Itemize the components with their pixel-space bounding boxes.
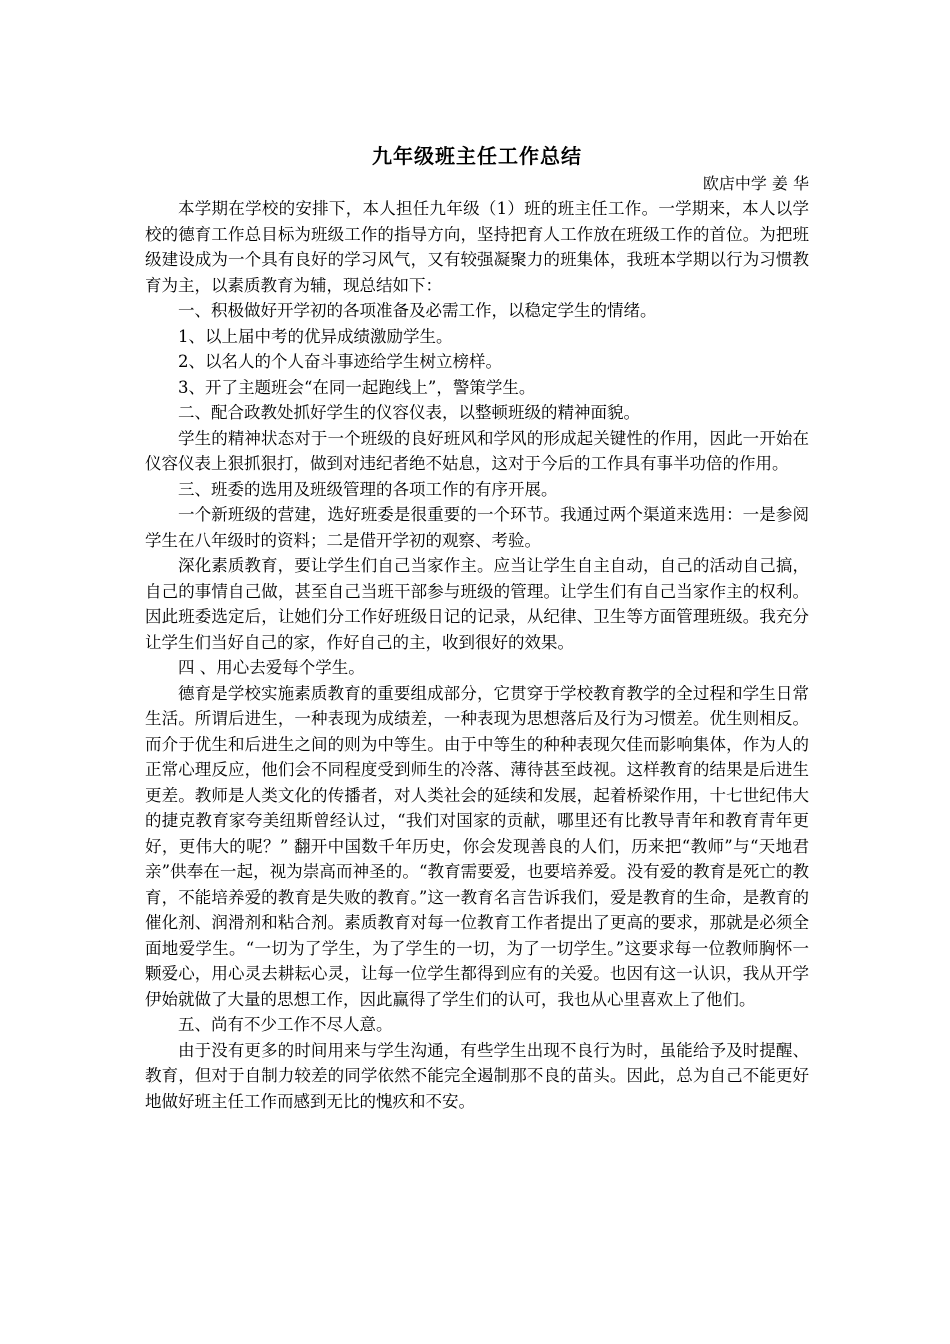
paragraph-section-4: 德育是学校实施素质教育的重要组成部分，它贯穿于学校教育教学的全过程和学生日常生活。所谓后进生，一种表现为成绩差，一种表现为思想落后及行为习惯差。优生则相反。而介于优生和后进生之间的则为中等生。由于中等生的种种表现欠佳而影响集体，作为人的正常心理反应，他们会不同程度受到师生的冷落、薄待甚至歧视。这样教育的结果是后进生更差。教师是人类文化的传播者，对人类社会的延续和发展，起着桥梁作用，十七世纪伟大的捷克教育家夸美纽斯曾经认过，“我们对国家的贡献，哪里还有比教导青年和教育青年更好，更伟大的呢？” 翻开中国数千年历史，你会发现善良的人们，历来把“教师”与“天地君亲”供奉在一起，视为崇高而神圣的。“教育需要爱，也要培养爱。没有爱的教育是死亡的教育，不能培养爱的教育是失败的教育。”这一教育名言告诉我们，爱是教育的生命，是教育的催化剂、润滑剂和粘合剂。素质教育对每一位教育工作者提出了更高的要求，那就是必须全面地爱学生。“一切为了学生，为了学生的一切，为了一切学生。”这要求每一位教师胸怀一颗爱心，用心灵去耕耘心灵，让每一位学生都得到应有的关爱。也因有这一认识，我从开学伊始就做了大量的思想工作，因此赢得了学生们的认可，我也从心里喜欢上了他们。 [145, 683, 809, 1009]
document-page [145, 140, 809, 1114]
paragraph-section-5: 由于没有更多的时间用来与学生沟通，有些学生出现不良行为时，虽能给予及时提醒、教育，但对于自制力较差的同学依然不能完全遏制那不良的苗头。因此，总为自己不能更好地做好班主任工作而感到无比的愧疚和不安。 [145, 1040, 809, 1111]
paragraph-intro: 本学期在学校的安排下，本人担任九年级（1）班的班主任工作。一学期来，本人以学校的德育工作总目标为班级工作的指导方向，坚持把育人工作放在班级工作的首位。为把班级建设成为一个具有良好的学习风气，又有较强凝聚力的班集体，我班本学期以行为习惯教育为主，以素质教育为辅，现总结如下： [145, 199, 809, 295]
section-heading-2: 二、配合政教处抓好学生的仪容仪表，以整顿班级的精神面貌。 [178, 403, 640, 422]
document-author: 欧店中学 姜 华 [702, 174, 809, 193]
section-heading-3: 三、班委的选用及班级管理的各项工作的有序开展。 [178, 479, 558, 499]
list-item-3: 3、开了主题班会“在同一起跑线上”，警策学生。 [178, 377, 536, 397]
paragraph-section-3b: 深化素质教育，要让学生们自己当家作主。应当让学生自主自动，自己的活动自己搞，自己的事情自己做，甚至自己当班干部参与班级的管理。让学生们有自己当家作主的权利。因此班委选定后，让她们分工作好班级日记的记录，从纪律、卫生等方面管理班级。我充分让学生们当好自己的家，作好自己的主，收到很好的效果。 [145, 556, 809, 652]
paragraph-section-3a: 一个新班级的营建，选好班委是很重要的一个环节。我通过两个渠道来选用：一是参阅学生在八年级时的资料；二是借开学初的观察、考验。 [145, 505, 809, 550]
section-heading-1: 一、积极做好开学初的各项准备及必需工作，以稳定学生的情绪。 [178, 301, 657, 320]
list-item-1: 1、以上届中考的优异成绩激励学生。 [178, 326, 453, 346]
paragraph-section-2: 学生的精神状态对于一个班级的良好班风和学风的形成起关键性的作用，因此一开始在仪容仪表上狠抓狠打，做到对违纪者绝不姑息，这对于今后的工作具有事半功倍的作用。 [145, 428, 809, 473]
section-heading-4: 四 、用心去爱每个学生。 [178, 658, 365, 677]
list-item-2: 2、以名人的个人奋斗事迹给学生树立榜样。 [178, 352, 502, 371]
document-title: 九年级班主任工作总结 [372, 144, 582, 168]
section-heading-5: 五、尚有不少工作不尽人意。 [178, 1015, 393, 1034]
